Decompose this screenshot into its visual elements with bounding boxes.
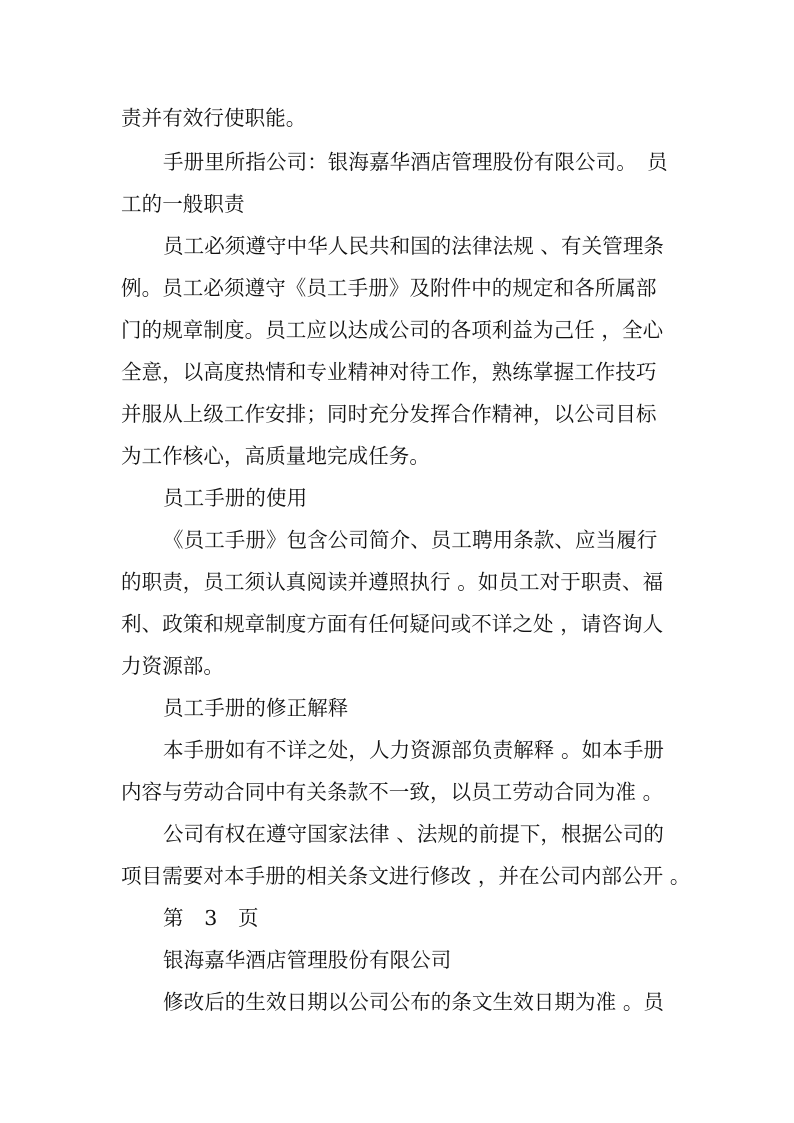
text-line-15: 员工手册的修正解释 (163, 696, 349, 720)
text-line-4: 员工必须遵守中华人民共和国的法律法规 、有关管理条 (163, 234, 665, 258)
text-line-18: 公司有权在遵守国家法律 、法规的前提下，根据公司的 (163, 822, 665, 846)
text-line-2: 手册里所指公司：银海嘉华酒店管理股份有限公司。 员 (163, 150, 668, 174)
text-line-3: 工的一般职责 (121, 192, 245, 216)
company-name: 银海嘉华酒店管理股份有限公司 (163, 948, 452, 972)
text-line-1: 责并有效行使职能。 (121, 106, 307, 130)
text-line-13: 利、政策和规章制度方面有任何疑问或不详之处 ，请咨询人 (121, 612, 664, 636)
text-line-11: 《员工手册》包含公司简介、员工聘用条款、应当履行 (163, 528, 658, 552)
text-line-19: 项目需要对本手册的相关条文进行修改 ，并在公司内部公开 。 (121, 864, 691, 888)
text-line-10: 员工手册的使用 (163, 486, 308, 510)
text-line-16: 本手册如有不详之处，人力资源部负责解释 。如本手册 (163, 738, 665, 762)
text-line-5: 例。员工必须遵守《员工手册》及附件中的规定和各所属部 (121, 276, 657, 300)
text-line-17: 内容与劳动合同中有关条款不一致，以员工劳动合同为准 。 (121, 780, 664, 804)
text-line-8: 并服从上级工作安排；同时充分发挥合作精神，以公司目标 (121, 402, 657, 426)
text-line-9: 为工作核心，高质量地完成任务。 (121, 444, 430, 468)
text-line-12: 的职责，员工须认真阅读并遵照执行 。如员工对于职责、福 (121, 570, 664, 594)
text-line-7: 全意，以高度热情和专业精神对待工作，熟练掌握工作技巧 (121, 360, 657, 384)
text-line-22: 修改后的生效日期以公司公布的条文生效日期为准 。员 (163, 990, 665, 1014)
text-line-6: 门的规章制度。员工应以达成公司的各项利益为己任 ，全心 (121, 318, 664, 342)
text-line-14: 力资源部。 (121, 654, 224, 678)
page-number: 第 3 页 (163, 906, 259, 930)
